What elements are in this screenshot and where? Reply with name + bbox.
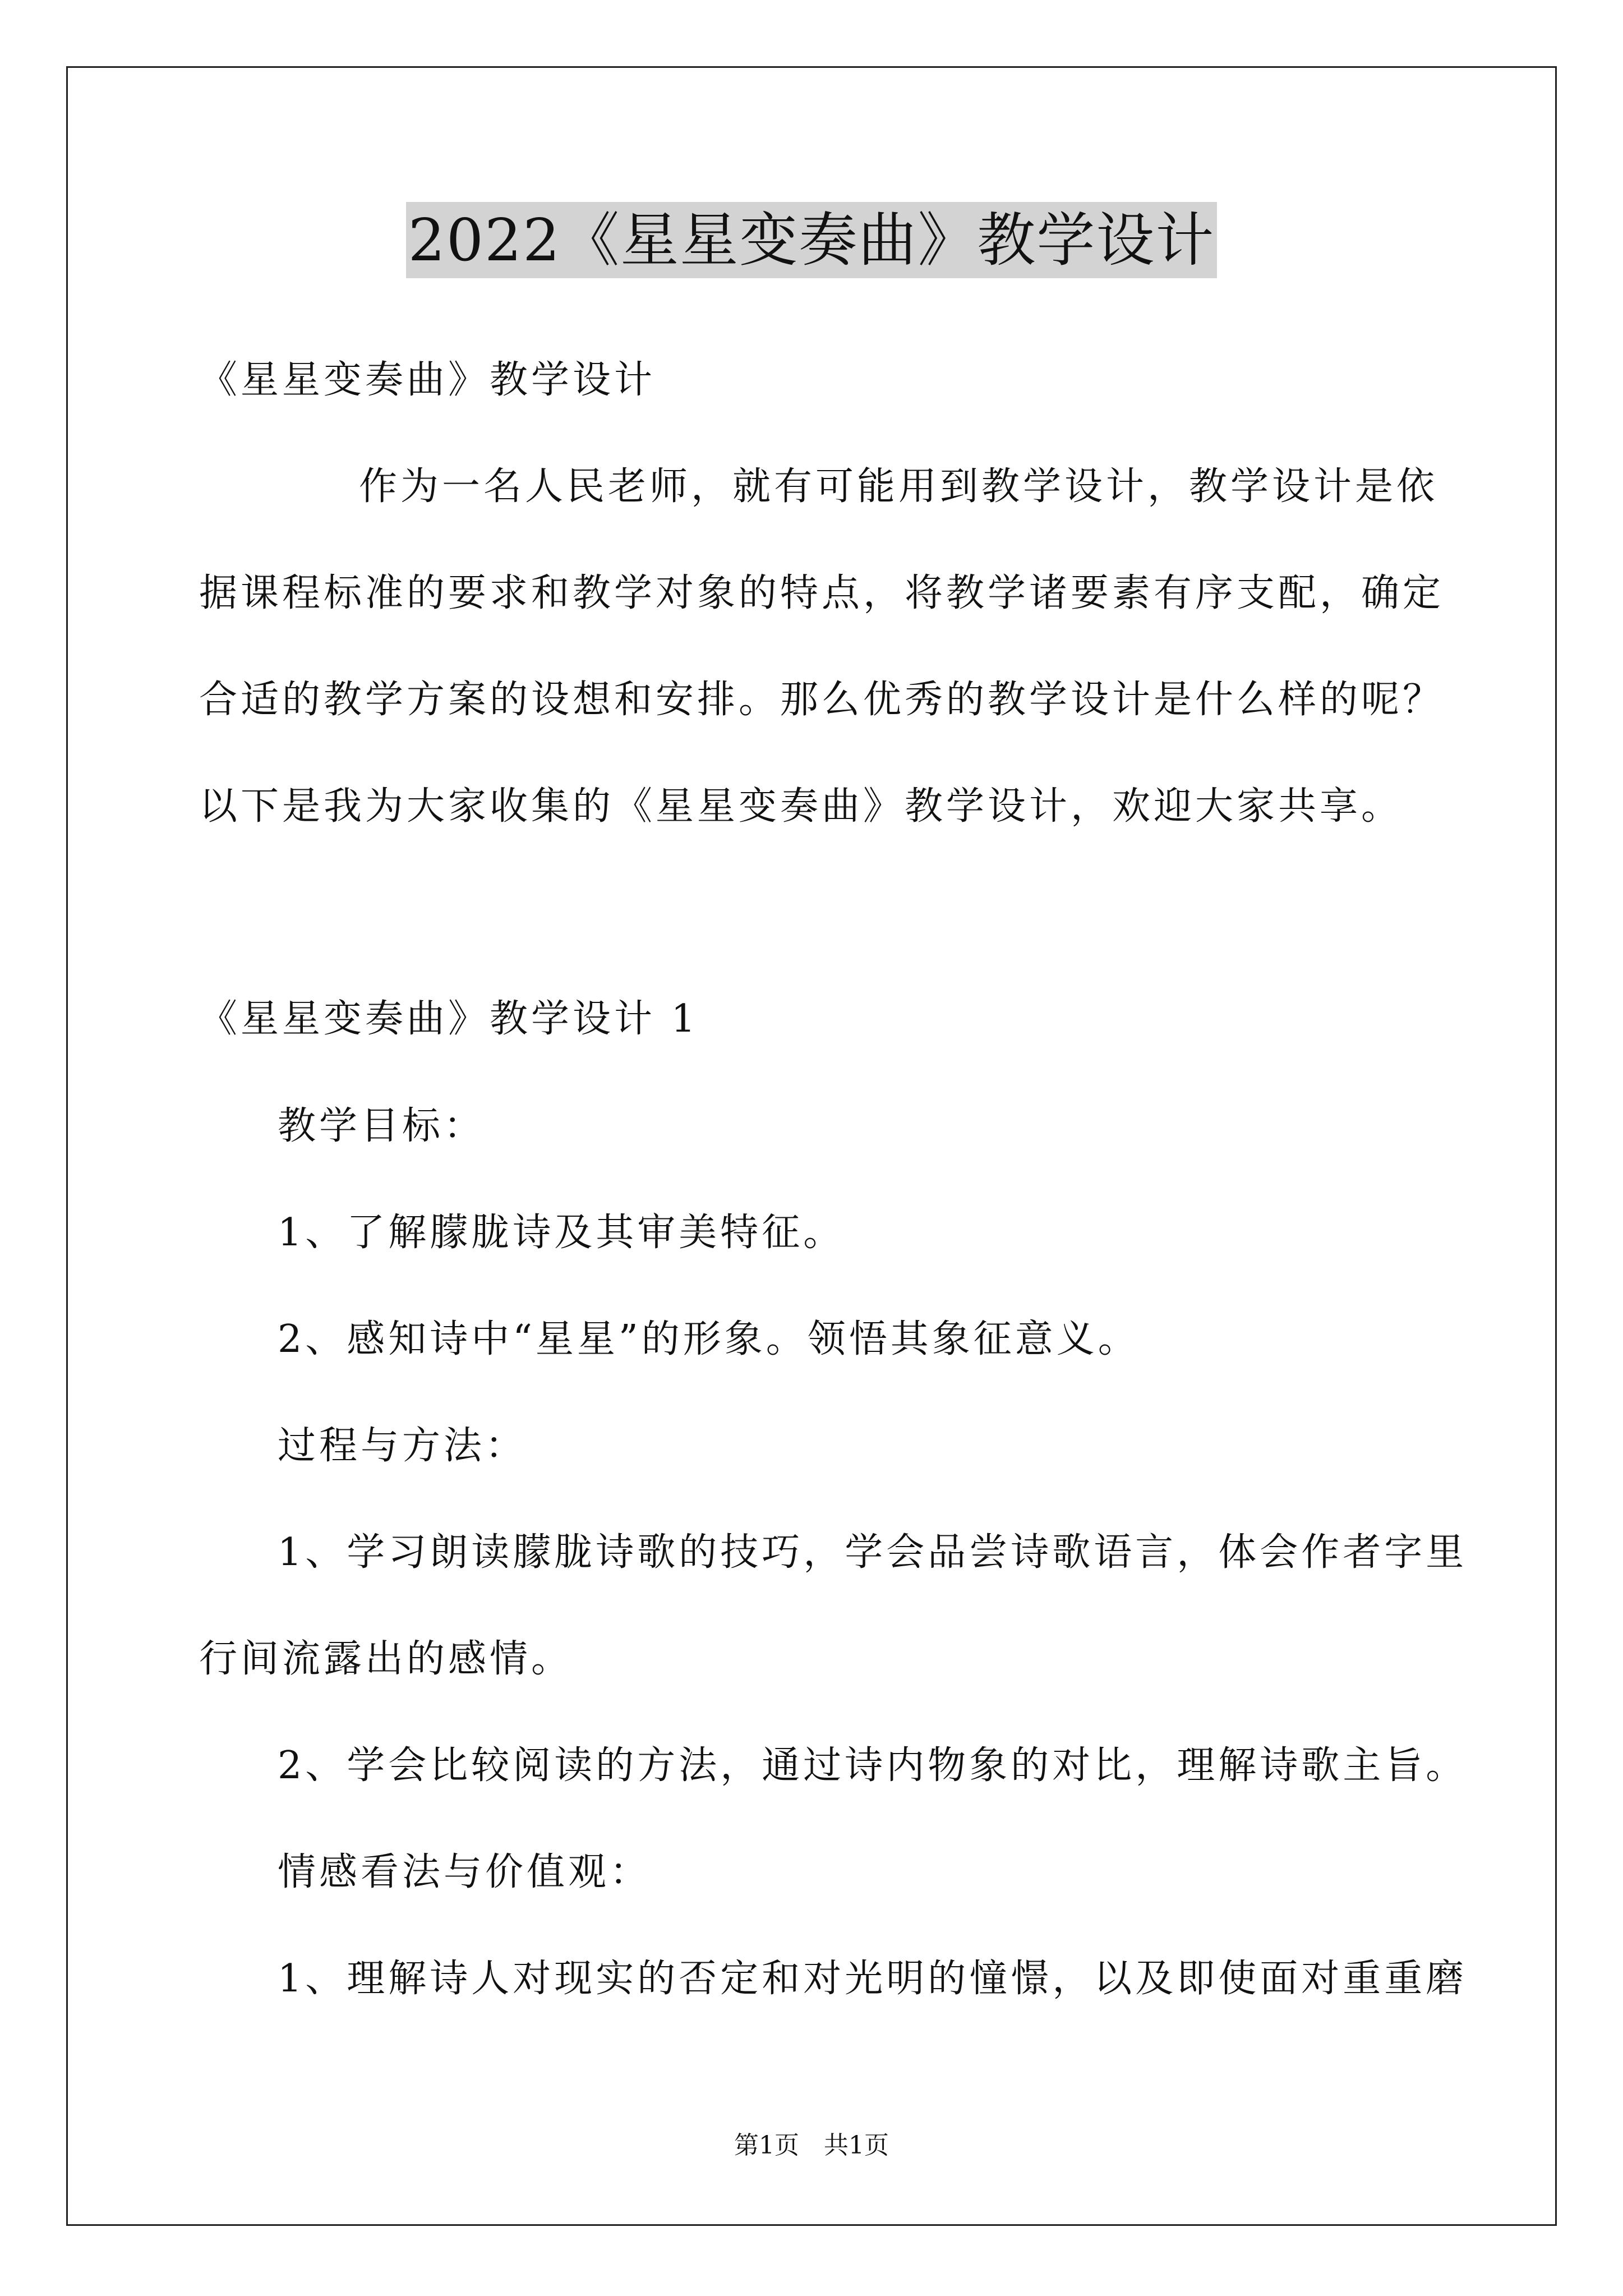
- intro-line-4: 以下是我为大家收集的《星星变奏曲》教学设计，欢迎大家共享。: [199, 784, 1403, 829]
- document-title: 2022《星星变奏曲》教学设计: [406, 202, 1218, 278]
- body-line-1: 教学目标：: [278, 1104, 486, 1148]
- section-heading: 《星星变奏曲》教学设计 1: [199, 997, 699, 1041]
- body-line-8: 情感看法与价值观：: [278, 1850, 652, 1894]
- body-line-2: 1、了解朦胧诗及其审美特征。: [278, 1211, 845, 1255]
- document-subtitle: 《星星变奏曲》教学设计: [199, 358, 656, 402]
- body-line-9: 1、理解诗人对现实的否定和对光明的憧憬，以及即使面对重重磨: [278, 1957, 1468, 2001]
- body-line-3: 2、感知诗中“星星”的形象。领悟其象征意义。: [278, 1317, 1140, 1361]
- page-footer: 第1页 共1页: [734, 2131, 889, 2160]
- intro-line-1: 作为一名人民老师，就有可能用到教学设计，教学设计是依: [359, 464, 1438, 509]
- body-line-5: 1、学习朗读朦胧诗歌的技巧，学会品尝诗歌语言，体会作者字里: [278, 1530, 1468, 1575]
- body-line-7: 2、学会比较阅读的方法，通过诗内物象的对比，理解诗歌主旨。: [278, 1743, 1468, 1788]
- body-line-6: 行间流露出的感情。: [199, 1637, 573, 1681]
- intro-line-3: 合适的教学方案的设想和安排。那么优秀的教学设计是什么样的呢？: [199, 678, 1445, 722]
- title-wrap: [0, 202, 1623, 278]
- body-line-4: 过程与方法：: [278, 1424, 527, 1468]
- intro-line-2: 据课程标准的要求和教学对象的特点，将教学诸要素有序支配，确定: [199, 571, 1445, 615]
